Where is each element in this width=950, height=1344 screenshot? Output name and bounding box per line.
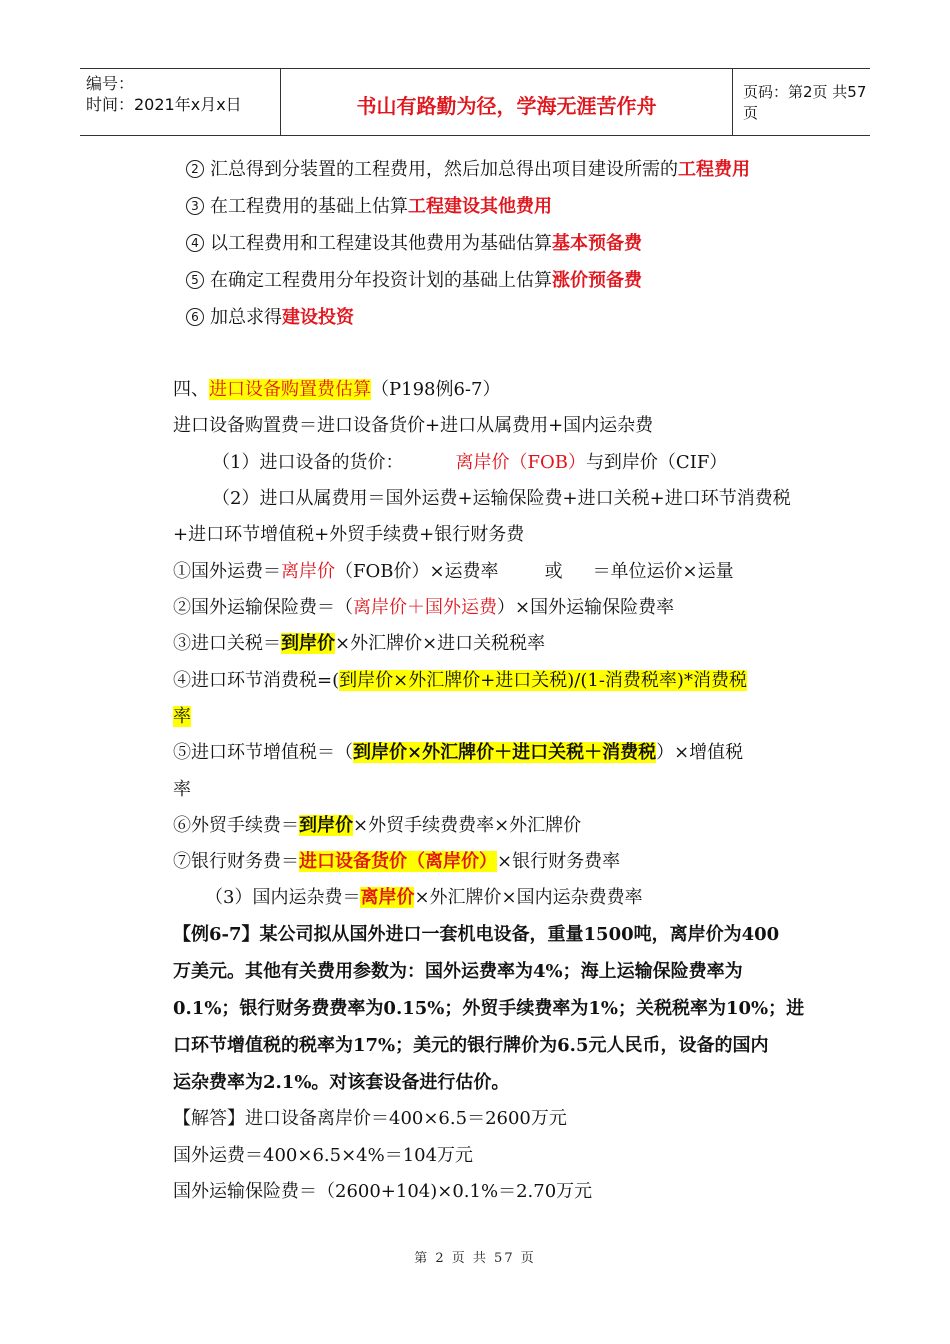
section-title: 进口设备购置费估算 (209, 379, 371, 400)
formula-text: ＝单位运价×运量 (592, 561, 734, 582)
step-emphasis: 建设投资 (282, 307, 354, 328)
section-prefix: 四、 (173, 379, 209, 400)
circled-number: 4 (186, 234, 204, 252)
item-text: ×外汇牌价×国内运杂费费率 (414, 887, 643, 908)
step-emphasis: 工程费用 (678, 159, 750, 180)
formula-red: 离岸价＋国外运费 (353, 597, 497, 618)
answer-line: 国外运输保险费＝（2600+104)×0.1%＝2.70万元 (173, 1181, 593, 1202)
footer-page-number: 第 2 页 共 57 页 (414, 1251, 536, 1266)
page-label: 页码：第2页 共57页 (743, 83, 867, 122)
formula-7 (173, 849, 620, 875)
step-2 (186, 157, 750, 183)
circled-number: 2 (186, 160, 204, 178)
number-label: 编号： (86, 74, 135, 93)
formula-1 (173, 559, 734, 585)
formula-highlight: 进口设备货价（离岸价） (299, 851, 497, 872)
formula-text: ②国外运输保险费＝（ (173, 597, 353, 618)
item-3 (205, 885, 643, 911)
answer-line: 国外运费＝400×6.5×4%＝104万元 (173, 1145, 474, 1166)
formula-5-cont: 率 (173, 779, 191, 800)
item-text: （3）国内运杂费＝ (205, 887, 361, 908)
step-text: 在确定工程费用分年投资计划的基础上估算 (210, 270, 552, 291)
formula-text: ×外贸手续费费率×外汇牌价 (353, 815, 582, 836)
formula-or: 或 (544, 561, 563, 582)
formula-text: ）×国外运输保险费率 (497, 597, 675, 618)
example-line: 运杂费率为2.1%。对该套设备进行估价。 (173, 1072, 510, 1093)
formula-text: ）×增值税 (656, 742, 744, 763)
main-formula: 进口设备购置费＝进口设备货价+进口从属费用+国内运杂费 (173, 415, 654, 436)
item-2: （2）进口从属费用＝国外运费+运输保险费+进口关税+进口环节消费税 (212, 488, 791, 509)
formula-text: ④进口环节消费税=( (173, 670, 340, 691)
formula-highlight: 离岸价 (360, 887, 415, 908)
circled-number: 3 (186, 197, 204, 215)
header-page-cell (733, 69, 870, 135)
example-line: 万美元。其他有关费用参数为：国外运费率为4%；海上运输保险费率为 (173, 961, 743, 982)
motto: 书山有路勤为径，学海无涯苦作舟 (356, 93, 657, 118)
section-ref: （P198例6-7） (371, 379, 501, 400)
step-text: 以工程费用和工程建设其他费用为基础估算 (210, 233, 552, 254)
formula-red: 离岸价 (281, 561, 335, 582)
step-emphasis: 工程建设其他费用 (408, 196, 552, 217)
formula-2 (173, 595, 674, 621)
page-header (80, 68, 870, 136)
example-line: 口环节增值税的税率为17%；美元的银行牌价为6.5元人民币，设备的国内 (173, 1035, 769, 1056)
formula-3 (173, 631, 545, 657)
formula-text: ×外汇牌价×进口关税税率 (335, 633, 546, 654)
step-text: 汇总得到分装置的工程费用，然后加总得出项目建设所需的 (210, 159, 678, 180)
item-text: 与到岸价（CIF） (585, 452, 728, 473)
formula-6 (173, 813, 581, 839)
example-line: 0.1%；银行财务费费率为0.15%；外贸手续费率为1%；关税税率为10%；进 (173, 998, 805, 1019)
circled-number: 6 (186, 308, 204, 326)
answer-line: 【解答】进口设备离岸价＝400×6.5＝2600万元 (173, 1108, 567, 1129)
formula-5 (173, 740, 743, 766)
formula-text: ⑦银行财务费＝ (173, 851, 299, 872)
step-text: 加总求得 (210, 307, 282, 328)
item-label: （1）进口设备的货价： (212, 452, 404, 473)
example-line: 【例6-7】某公司拟从国外进口一套机电设备，重量1500吨，离岸价为400 (173, 924, 780, 945)
formula-text: （FOB价）×运费率 (335, 561, 499, 582)
step-emphasis: 涨价预备费 (552, 270, 642, 291)
step-3 (186, 194, 552, 220)
step-emphasis: 基本预备费 (552, 233, 642, 254)
formula-text: ①国外运费＝ (173, 561, 281, 582)
step-6 (186, 305, 354, 331)
formula-text: ⑤进口环节增值税＝（ (173, 742, 353, 763)
step-text: 在工程费用的基础上估算 (210, 196, 408, 217)
formula-highlight: 率 (173, 706, 191, 727)
formula-text: ③进口关税＝ (173, 633, 281, 654)
header-meta (80, 69, 280, 135)
formula-highlight: 到岸价×外汇牌价＋进口关税＋消费税 (353, 742, 657, 763)
circled-number: 5 (186, 271, 204, 289)
item-2-cont: +进口环节增值税+外贸手续费+银行财务费 (173, 524, 525, 545)
time-label: 时间：2021年x月x日 (86, 95, 242, 114)
formula-text: ×银行财务费率 (497, 851, 621, 872)
page-footer (0, 1247, 950, 1266)
formula-4-cont (173, 704, 191, 730)
formula-text: ⑥外贸手续费＝ (173, 815, 299, 836)
formula-highlight: 到岸价 (281, 633, 335, 654)
header-motto-cell (280, 69, 733, 135)
item-1 (212, 450, 727, 476)
formula-highlight: 到岸价 (299, 815, 353, 836)
fob-term: 离岸价（FOB） (455, 452, 586, 473)
step-5 (186, 268, 642, 294)
formula-highlight: 到岸价×外汇牌价+进口关税)/(1-消费税率)*消费税 (339, 670, 747, 691)
section-heading (173, 377, 500, 403)
formula-4 (173, 668, 747, 694)
step-4 (186, 231, 642, 257)
